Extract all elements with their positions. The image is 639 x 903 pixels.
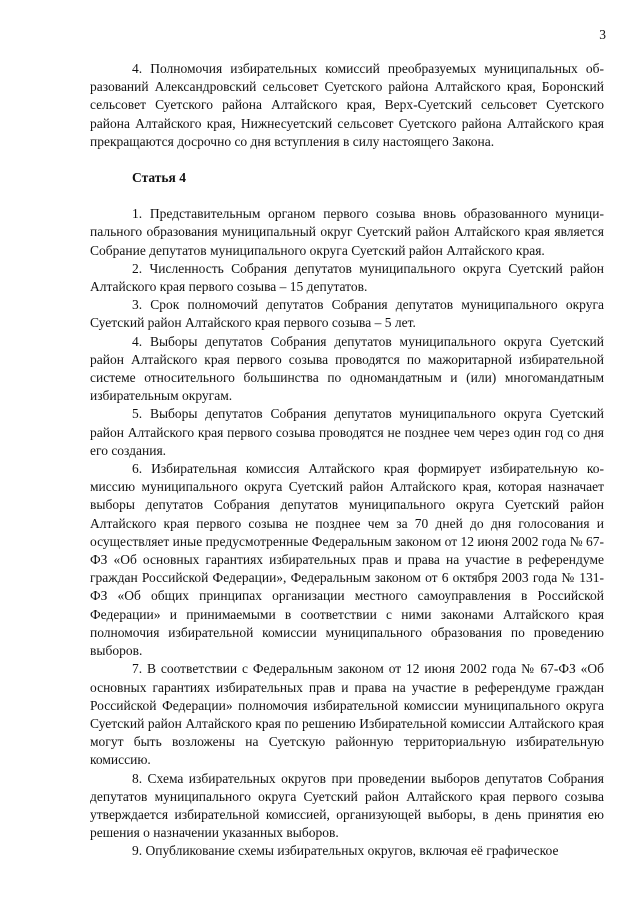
article-paragraph-6: 6. Избирательная комиссия Алтайского края формирует избирательную комиссию муниципального округа Суетский район Алтайского края, которая назначает выборы депутатов Собрания депутатов муниципального округа Суетский район Алтайского края первого созыва не позднее чем за 70 дней до дня голосования и осуществляет иные предусмотренные Федеральным законом от 12 июня 2002 года № 67-ФЗ «Об основных гарантиях избирательных прав и права на участие в референдуме граждан Российской Федерации», Федеральным законом от 6 октября 2003 года № 131-ФЗ «Об общих принципах организации местного самоуправления в Российской Федерации» и принимаемыми в соответствии с ними законами Алтайского края полномочия избирательной комиссии муниципального образования по проведению выборов. <box>90 461 604 659</box>
page-number: 3 <box>599 27 606 42</box>
article-paragraph-3: 3. Срок полномочий депутатов Собрания депутатов муниципального округа Суетский район Алтайского края первого созыва – 5 лет. <box>90 297 604 331</box>
article-paragraph-7: 7. В соответствии с Федеральным законом от 12 июня 2002 года № 67-ФЗ «Об основных гарантиях избирательных прав и права на участие в референдуме граждан Российской Федерации» полномочия избирательной комиссии муниципального округа Суетский район Алтайского края по решению Избирательной комиссии Алтайского края могут быть возложены на Суетскую районную территориальную избирательную комиссию. <box>90 661 604 768</box>
article-paragraph-8: 8. Схема избирательных округов при проведении выборов депутатов Собрания депутатов муниципального округа Суетский район Алтайского края первого созыва утверждается избирательной комиссией, организующей выборы, в день принятия ею решения о назначении указанных выборов. <box>90 770 604 841</box>
article-heading: Статья 4 <box>132 170 186 186</box>
article-paragraph-4: 4. Выборы депутатов Собрания депутатов муниципального округа Суетский район Алтайского края первого созыва проводятся по мажоритарной избирательной системе относительного большинства по одномандатным и (или) многомандатным избирательным округам. <box>90 333 604 404</box>
intro-paragraph: 4. Полномочия избирательных комиссий преобразуемых муниципальных образований Александровский сельсовет Суетского района Алтайского края, Боронский сельсовет Суетского района Алтайского края, Верх-Суетский сельсовет Суетского района Алтайского края, Нижнесуетский сельсовет Суетского района Алтайского края прекращаются досрочно со дня вступления в силу настоящего Закона. <box>90 61 604 149</box>
article-paragraph-5: 5. Выборы депутатов Собрания депутатов муниципального округа Суетский район Алтайского края первого созыва проводятся не позднее чем через один год со дня его создания. <box>90 406 604 458</box>
article-paragraph-2: 2. Численность Собрания депутатов муниципального округа Суетский район Алтайского края первого созыва – 15 депутатов. <box>90 260 604 295</box>
document-body <box>90 60 604 861</box>
article-paragraph-1: 1. Представительным органом первого созыва вновь образованного муниципального образования муниципальный округ Суетский район Алтайского края является Собрание депутатов муниципального округа Суетский район Алтайского края. <box>90 206 604 258</box>
article-paragraph-9: 9. Опубликование схемы избирательных округов, включая её графическое <box>132 843 559 859</box>
